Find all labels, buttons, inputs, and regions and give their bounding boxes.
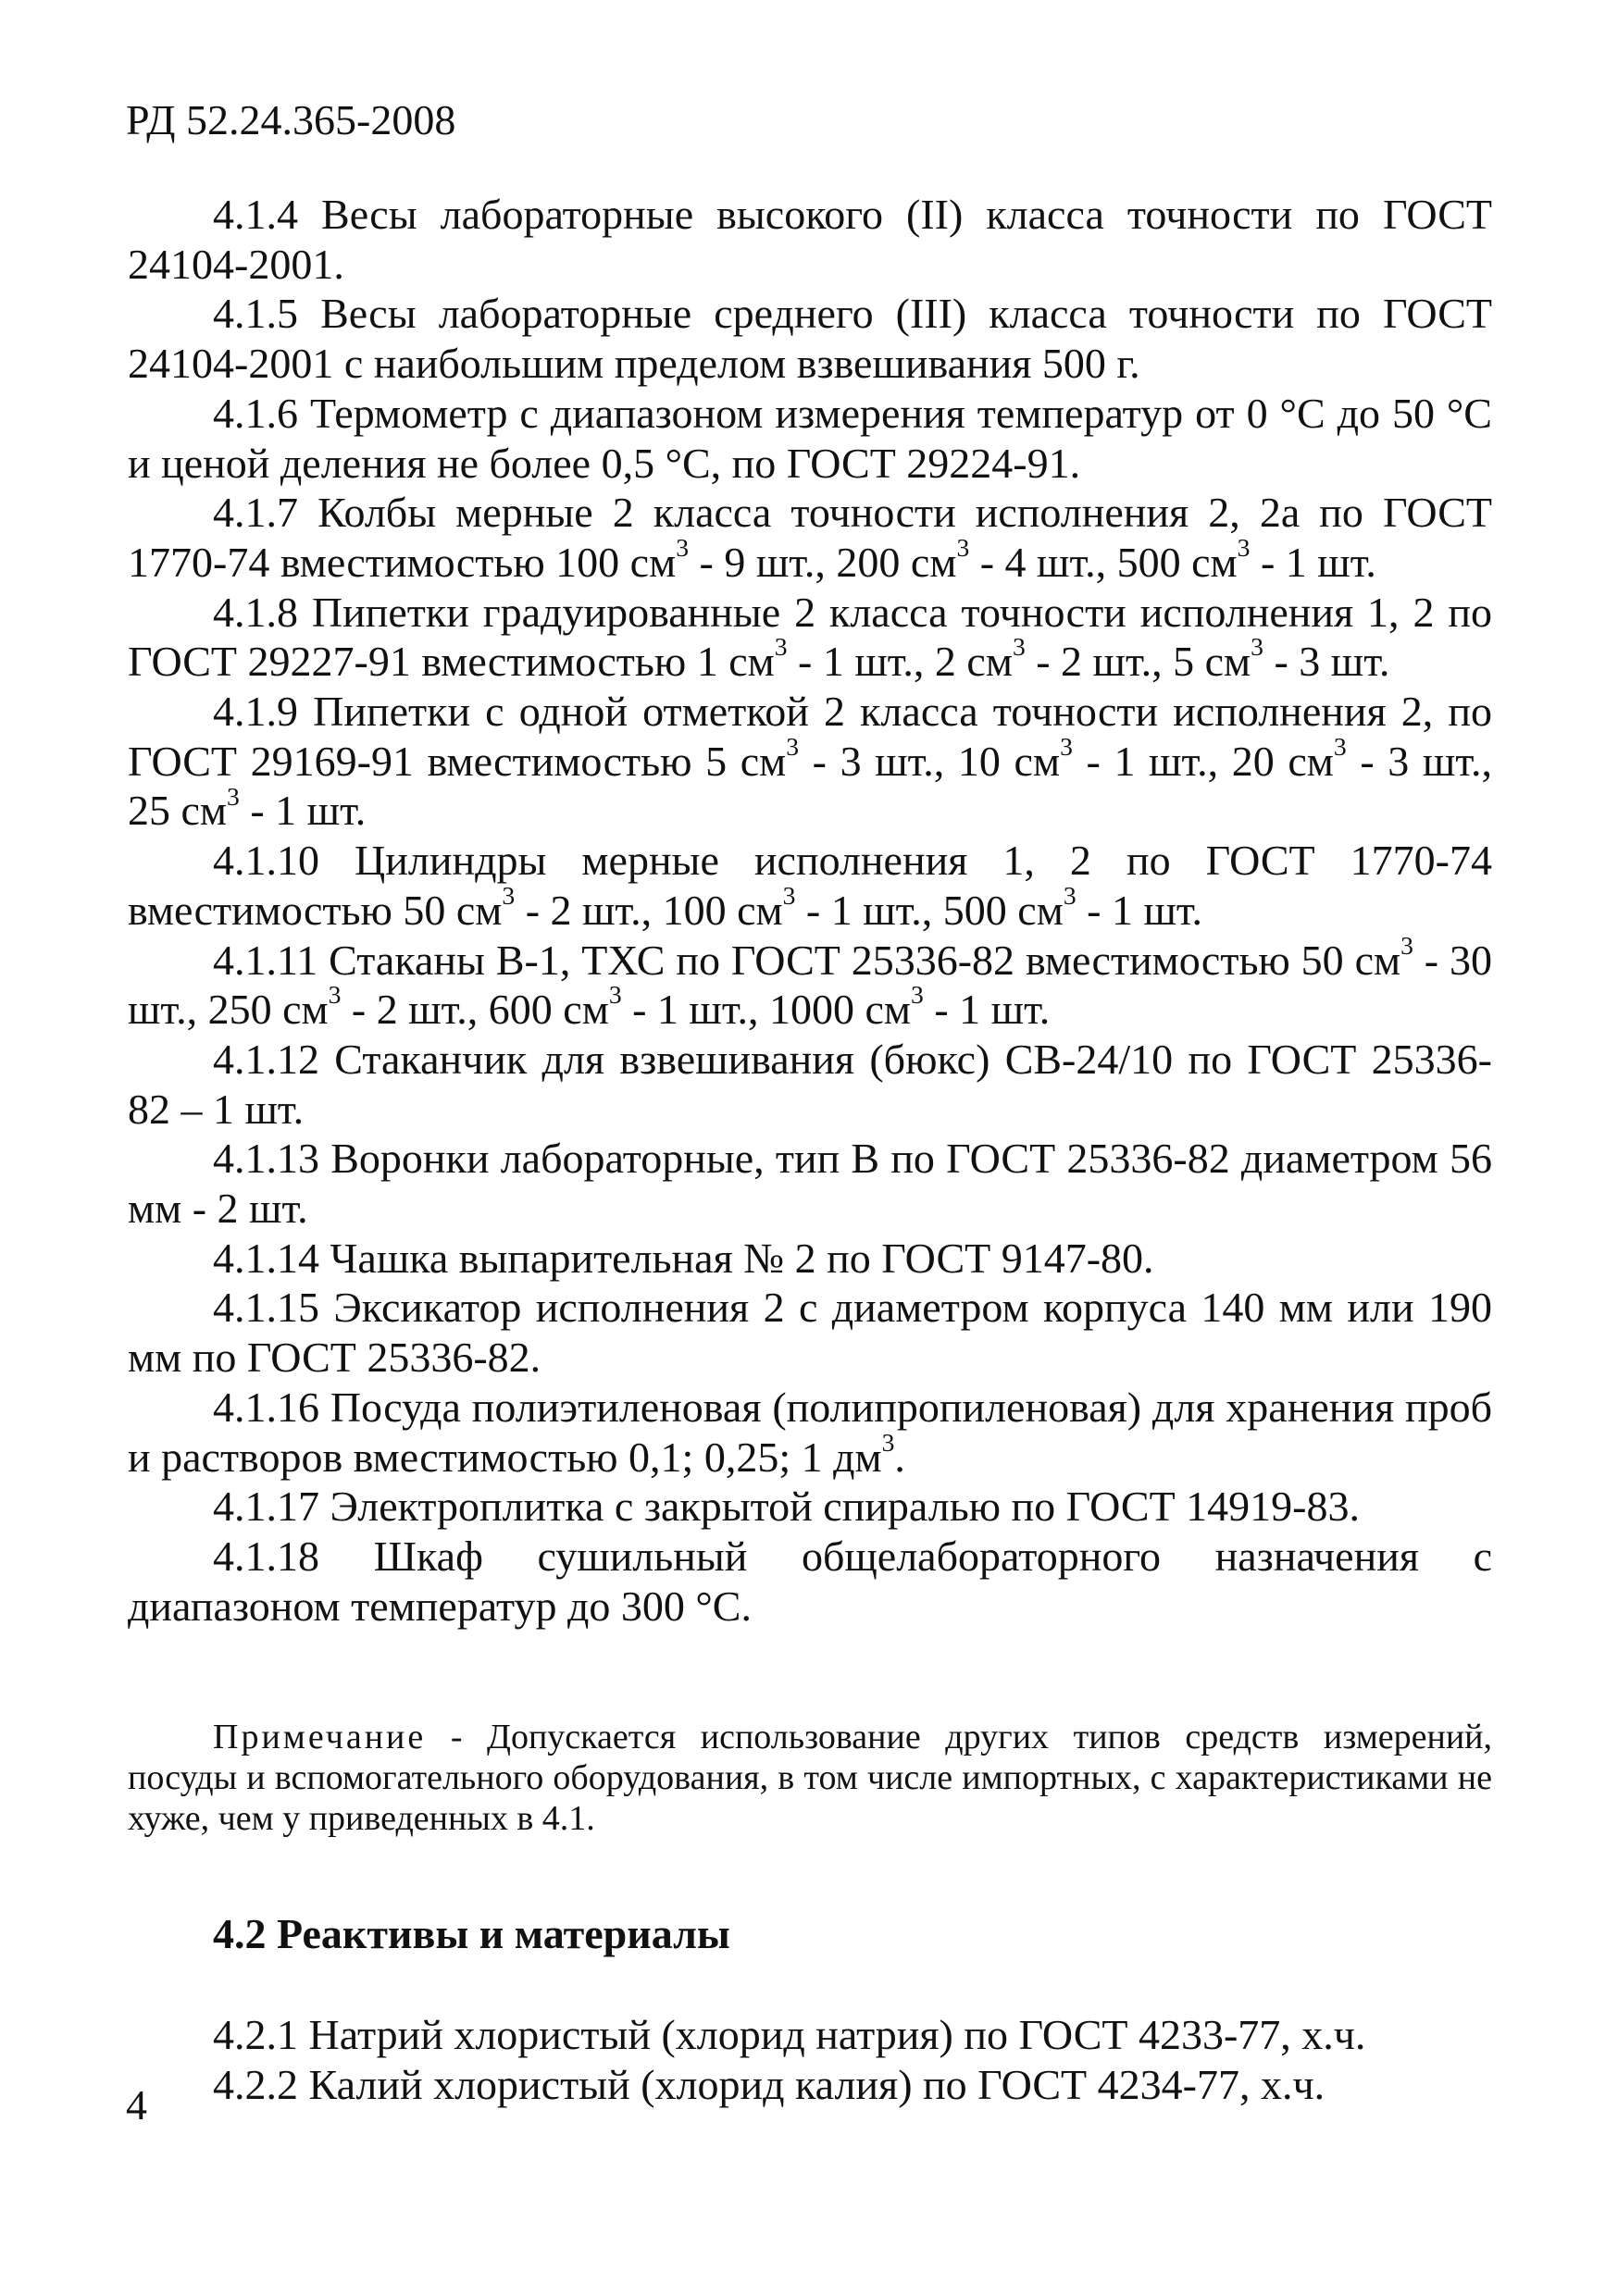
note-text: - Допускается использование других типов средств измерений, посуды и вспомогательного оборудования, в том числе импортных, с характеристиками не хуже, чем у приведенных в 4.1. — [128, 1718, 1492, 1838]
list-item: 4.1.7 Колбы мерные 2 класса точности исполнения 2, 2а по ГОСТ 1770-74 вместимостью 100 $см^3 - 9$ шт., 200 $см^3 - 4$ шт., 500 $см^3 - 1$ шт. — [128, 489, 1492, 586]
note-paragraph — [128, 1717, 1492, 1839]
list-item: 4.1.14 Чашка выпарительная № 2 по ГОСТ 9147-80. — [213, 1234, 1154, 1282]
note-label: Примечание — [213, 1718, 427, 1756]
list-item: 4.2.2 Калий хлористый (хлорид калия) по ГОСТ 4234-77, х.ч. — [213, 2060, 1326, 2108]
reagents-list — [128, 2010, 1492, 2109]
document-code: РД 52.24.365-2008 — [126, 96, 456, 143]
list-item: 4.1.17 Электроплитка с закрытой спиралью по ГОСТ 14919-83. — [213, 1483, 1360, 1531]
list-item: 4.1.13 Воронки лабораторные, тип В по ГОСТ 25336-82 диаметром 56 мм - 2 шт. — [128, 1135, 1492, 1233]
list-item: 4.1.18 Шкаф сушильный общелабораторного назначения с диапазоном температур до 300 °С. — [128, 1532, 1492, 1630]
list-item: 4.1.16 Посуда полиэтиленовая (полипропиленовая) для хранения проб и растворов вместимостью 0,1; 0,25; 1 $дм^3$. — [128, 1383, 1492, 1481]
list-item: 4.1.15 Эксикатор исполнения 2 с диаметром корпуса 140 мм или 190 мм по ГОСТ 25336-82. — [128, 1284, 1492, 1382]
section-heading: 4.2 Реактивы и материалы — [213, 1910, 730, 1957]
list-item: 4.1.10 Цилиндры мерные исполнения 1, 2 по ГОСТ 1770-74 вместимостью 50 $см^3 - 2$ шт., 100 $см^3 - 1$ шт., 500 $см^3 - 1$ шт. — [128, 837, 1492, 934]
page-number: 4 — [126, 2081, 147, 2128]
list-item: 4.1.5 Весы лабораторные среднего (III) класса точности по ГОСТ 24104-2001 с наибольшим пределом взвешивания 500 г. — [128, 290, 1492, 388]
list-item: 4.1.6 Термометр с диапазоном измерения температур от 0 °С до 50 °С и ценой деления не более 0,5 °С, по ГОСТ 29224-91. — [128, 389, 1492, 487]
list-item: 4.1.12 Стаканчик для взвешивания (бюкс) СВ-24/10 по ГОСТ 25336-82 – 1 шт. — [128, 1035, 1492, 1133]
list-item: 4.1.9 Пипетки с одной отметкой 2 класса точности исполнения 2, по ГОСТ 29169-91 вместимостью 5 $см^3 - 3$ шт., 10 $см^3 - 1$ шт., 20 $см^3 - 3$ шт., 25 $см^3 - 1$ шт. — [128, 688, 1492, 835]
equipment-list — [128, 190, 1492, 1631]
list-item: 4.1.4 Весы лабораторные высокого (II) класса точности по ГОСТ 24104-2001. — [128, 191, 1492, 288]
list-item: 4.1.11 Стаканы В-1, ТХС по ГОСТ 25336-82 вместимостью 50 $см^3 - 30$ шт., 250 $см^3 - 2$ шт., 600 $см^3 - 1$ шт., 1000 $см^3 - 1$ шт. — [128, 930, 1492, 1034]
list-item: 4.2.1 Натрий хлористый (хлорид натрия) по ГОСТ 4233-77, х.ч. — [213, 2011, 1366, 2058]
list-item: 4.1.8 Пипетки градуированные 2 класса точности исполнения 1, 2 по ГОСТ 29227-91 вместимостью 1 $см^3 - 1$ шт., 2 $см^3 - 2$ шт., 5 $см^3 - 3$ шт. — [128, 588, 1492, 686]
